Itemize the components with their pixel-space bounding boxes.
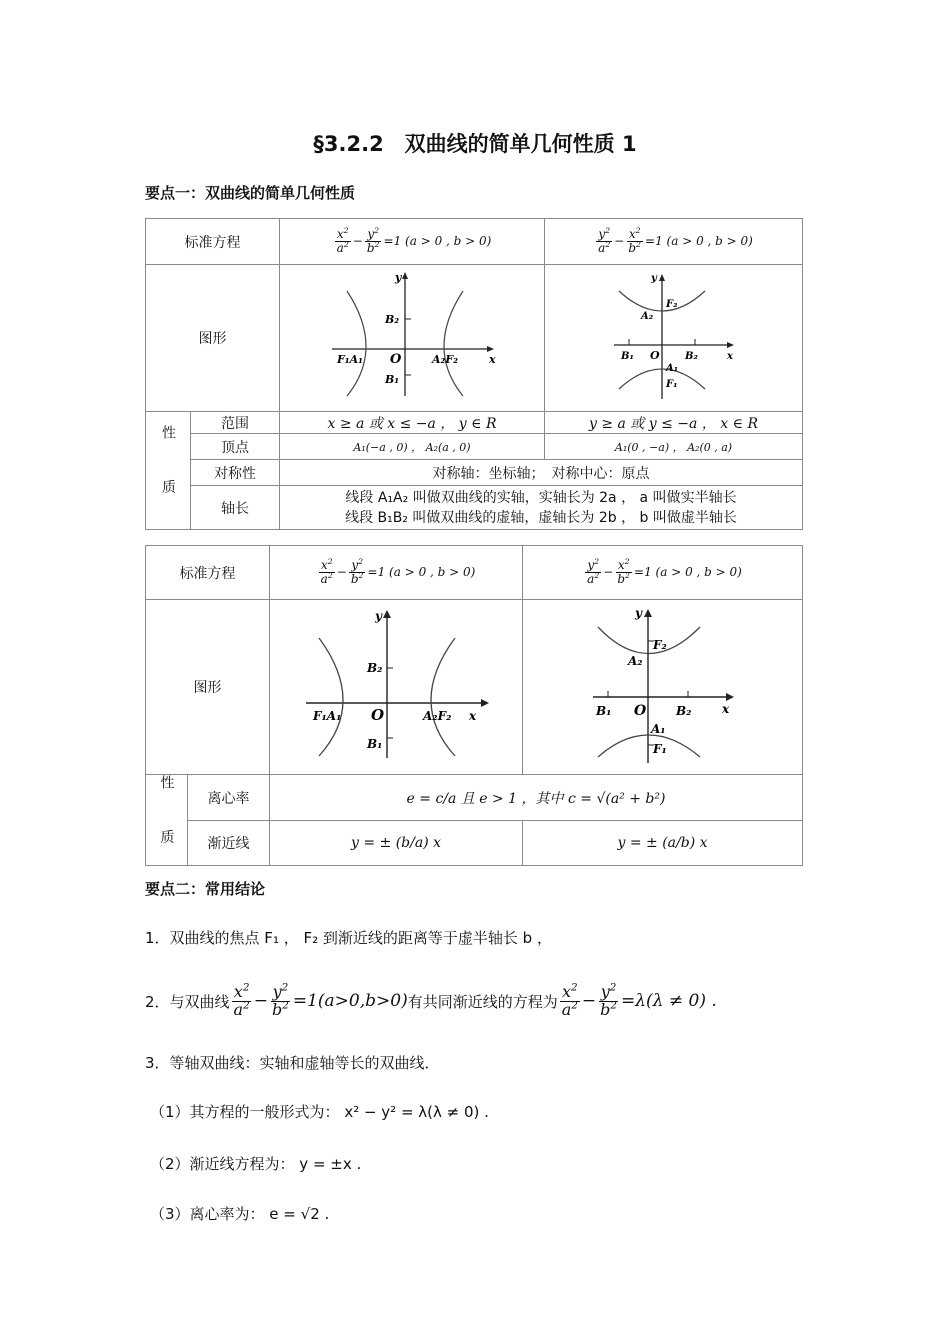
axis-length-text	[280, 486, 803, 530]
vertex-x: A₁(−a , 0) ， A₂(a , 0)	[280, 434, 545, 460]
label-F2: F₂	[665, 299, 677, 310]
asymptote-x: y = ± (b/a) x	[270, 821, 523, 866]
left-branch	[347, 291, 366, 396]
graph-vertical-hyperbola	[523, 600, 803, 775]
conclusion-3-2: （2）渐近线方程为： y = ±x .	[150, 1155, 362, 1173]
right-branch	[444, 291, 463, 396]
y-axis-arrow	[383, 610, 391, 618]
range-x: x ≥ a 或 x ≤ −a ， y ∈ R	[280, 412, 545, 434]
right-branch	[431, 638, 455, 756]
label-F1: F₁	[652, 742, 667, 756]
x-axis-arrow	[481, 699, 489, 707]
label-vertex: 顶点	[191, 434, 280, 460]
graph-horizontal-hyperbola	[270, 600, 523, 775]
conclusion-2-prefix: 2．与双曲线	[145, 992, 230, 1011]
graph-vertical-hyperbola	[545, 265, 803, 412]
properties-table-2	[145, 545, 803, 866]
label-origin: O	[371, 705, 385, 724]
label-x: x	[469, 708, 477, 723]
conclusion-2-eq1: $\frac{x^2}{a^2}$ − $\frac{y^2}{b^2}$ =1(a>0,b>0)	[233, 981, 408, 1019]
label-y: y	[395, 271, 402, 284]
conclusion-1: 1．双曲线的焦点 F₁ ， F₂ 到渐近线的距离等于虚半轴长 b ，	[145, 929, 552, 947]
condition-x: (a > 0 , b > 0)	[389, 565, 476, 579]
condition-y: (a > 0 , b > 0)	[666, 234, 753, 248]
label-x: x	[489, 353, 496, 366]
row-label-standard: 标准方程	[146, 219, 280, 265]
conclusion-2-eq2: $\frac{x^2}{a^2}$ − $\frac{y^2}{b^2}$ =	[561, 981, 636, 1019]
symmetry-text: 对称轴：坐标轴； 对称中心：原点	[280, 460, 803, 486]
label-A1: A₁	[650, 722, 666, 736]
label-eccentricity: 离心率	[188, 775, 270, 821]
label-F1A1: F₁A₁	[313, 708, 342, 723]
equation-x-axis: $\frac{x^2}{a^2}$ − $\frac{y^2}{b^2}$ =1 (a > 0 , b > 0)	[270, 546, 523, 600]
x-axis-arrow	[487, 346, 494, 352]
range-y: y ≥ a 或 y ≤ −a ， x ∈ R	[545, 412, 803, 434]
label-B2: B₂	[385, 313, 400, 326]
label-A1: A₁	[665, 363, 678, 374]
asymptote-y: y = ± (a/b) x	[523, 821, 803, 866]
condition-x: (a > 0 , b > 0)	[405, 234, 492, 248]
imaginary-axis-text: 线段 B₁B₂ 叫做双曲线的虚轴，虚轴长为 2b ， b 叫做虚半轴长	[345, 509, 737, 526]
label-B2: B₂	[367, 660, 383, 675]
label-y: y	[634, 606, 642, 620]
y-axis-arrow	[659, 274, 665, 281]
hyperbola-y-graph	[609, 271, 739, 401]
row-label-graph: 图形	[146, 265, 280, 412]
equation-y-axis: $\frac{y^2}{a^2}$ − $\frac{x^2}{b^2}$ =1 (a > 0 , b > 0)	[523, 546, 803, 600]
conclusion-3-1: （1）其方程的一般形式为： x² − y² = λ(λ ≠ 0) .	[150, 1103, 489, 1121]
label-B2: B₂	[684, 351, 698, 362]
conclusion-3: 3．等轴双曲线：实轴和虚轴等长的双曲线．	[145, 1054, 440, 1072]
real-axis-text: 线段 A₁A₂ 叫做双曲线的实轴，实轴长为 2a ， a 叫做实半轴长	[345, 489, 737, 506]
label-B2: B₂	[675, 704, 691, 718]
conclusion-2	[145, 978, 717, 1024]
conclusion-2-mid: 有共同渐近线的方程为	[407, 992, 558, 1011]
label-A2: A₂	[627, 654, 643, 668]
x-axis-arrow	[726, 693, 734, 701]
label-B1: B₁	[367, 736, 383, 751]
label-B1: B₁	[620, 351, 634, 362]
conclusion-2-suffix: λ(λ ≠ 0) .	[635, 991, 717, 1011]
eccentricity-text: e = c/a 且 e > 1 ，其中 c = √(a² + b²)	[270, 775, 803, 821]
label-y: y	[650, 273, 657, 284]
label-symmetry: 对称性	[191, 460, 280, 486]
label-B1: B₁	[595, 704, 611, 718]
y-axis-arrow	[402, 272, 408, 279]
label-F1A1: F₁A₁	[337, 353, 363, 366]
equation-y-axis: $\frac{y^2}{a^2}$ − $\frac{x^2}{b^2}$ =1 (a > 0 , b > 0)	[545, 219, 803, 265]
row-label-graph: 图形	[146, 600, 270, 775]
label-F2: F₂	[652, 638, 667, 652]
y-axis-arrow	[644, 609, 652, 617]
row-label-properties: 性 质	[146, 775, 188, 866]
lower-branch	[598, 735, 700, 757]
label-x: x	[726, 351, 733, 362]
label-A2: A₂	[640, 311, 653, 322]
label-asymptote: 渐近线	[188, 821, 270, 866]
label-x: x	[721, 702, 729, 716]
conclusion-3-3: （3）离心率为： e = √2 .	[150, 1205, 330, 1223]
equation-x-axis: $\frac{x^2}{a^2}$ − $\frac{y^2}{b^2}$ =1 (a > 0 , b > 0)	[280, 219, 545, 265]
row-label-standard: 标准方程	[146, 546, 270, 600]
label-y: y	[375, 608, 382, 623]
page-title: §3.2.2 双曲线的简单几何性质 1	[313, 132, 637, 156]
upper-branch	[598, 627, 700, 654]
label-axis-length: 轴长	[191, 486, 280, 530]
label-origin: O	[633, 703, 646, 719]
hyperbola-x-graph	[327, 271, 497, 401]
label-A2F2: A₂F₂	[432, 353, 458, 366]
row-label-properties: 性 质	[146, 412, 191, 530]
label-range: 范围	[191, 412, 280, 434]
label-A2F2: A₂F₂	[423, 708, 452, 723]
label-origin: O	[390, 352, 402, 367]
condition-y: (a > 0 , b > 0)	[655, 565, 742, 579]
graph-horizontal-hyperbola	[280, 265, 545, 412]
label-origin: O	[649, 349, 660, 362]
hyperbola-x-graph	[301, 608, 491, 763]
label-F1: F₁	[665, 379, 677, 390]
section-heading-2: 要点二：常用结论	[145, 880, 266, 898]
left-branch	[319, 638, 343, 756]
section-heading-1: 要点一：双曲线的简单几何性质	[145, 184, 356, 202]
vertex-y: A₁(0 , −a) ， A₂(0 , a)	[545, 434, 803, 460]
label-B1: B₁	[385, 373, 400, 386]
hyperbola-y-graph	[588, 605, 738, 765]
x-axis-arrow	[727, 342, 734, 348]
properties-table-1	[145, 218, 803, 530]
